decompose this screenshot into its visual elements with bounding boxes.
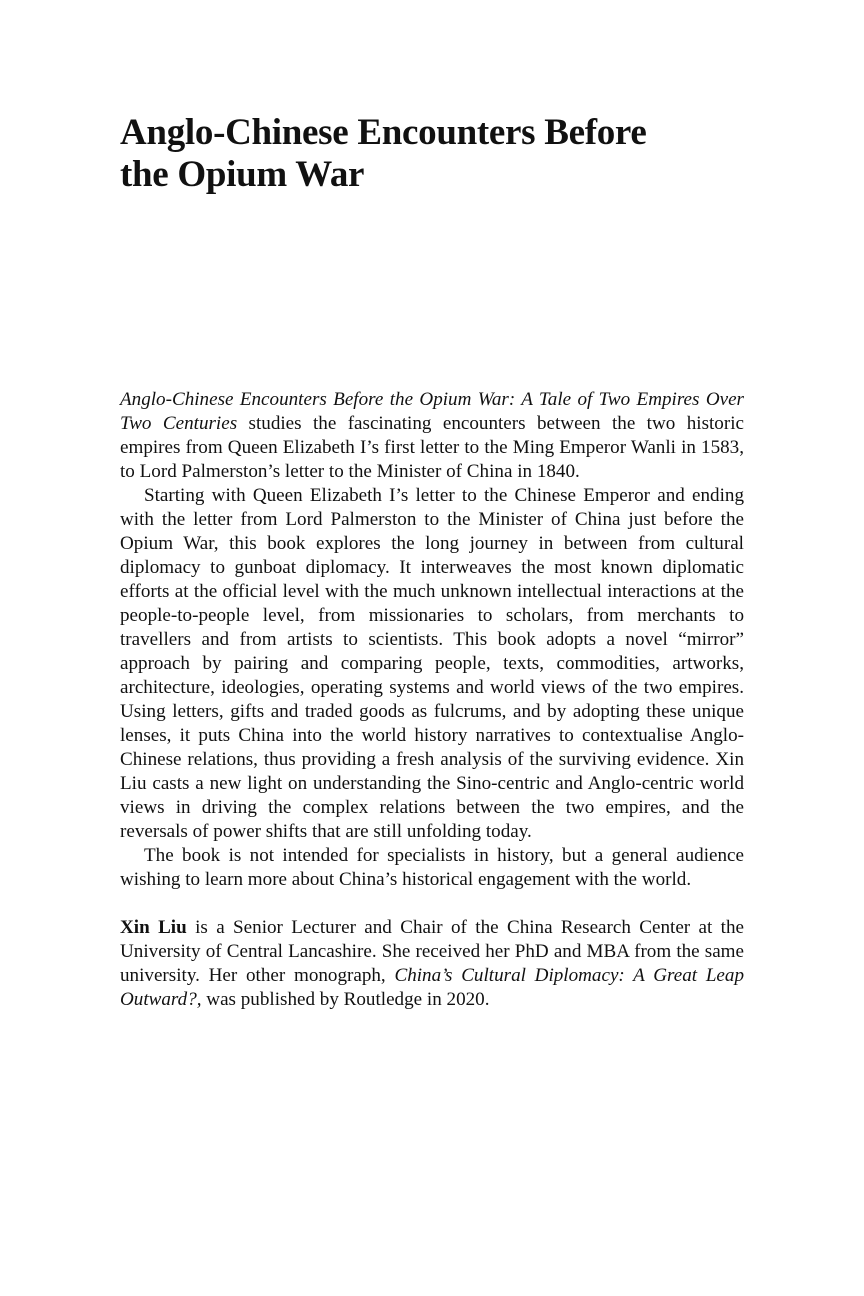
author-bio-text-2: was published by Routledge in 2020. — [201, 989, 490, 1010]
description-paragraph-2: Starting with Queen Elizabeth I’s letter to the Chinese Emperor and ending with the letter from Lord Palmerston to the Minister of China just before the Opium War, this book explores the long journey in between from cultural diplomacy to gunboat diplomacy. It interweaves the most known diplomatic efforts at the official level with the much unknown intellectual interactions at the people-to-people level, from missionaries to scholars, from merchants to travellers and from artists to scientists. This book adopts a novel “mirror” approach by pairing and comparing people, texts, commodities, artworks, architecture, ideologies, operating systems and world views of the two empires. Using letters, gifts and traded goods as fulcrums, and by adopting these unique lenses, it puts China into the world history narratives to contextualise Anglo-Chinese relations, thus providing a fresh analysis of the surviving evidence. Xin Liu casts a new light on understanding the Sino-centric and Anglo-centric world views in driving the complex relations between the two empires, and the reversals of power shifts that are still unfolding today. — [120, 485, 744, 842]
author-name: Xin Liu — [120, 917, 187, 938]
author-bio-text-1: is a Senior Lecturer and Chair of the China Research Center at the University of Central Lancashire. She received her PhD and MBA from the same university. Her other monograph, — [120, 917, 744, 986]
book-description — [120, 388, 744, 1012]
author-bio — [120, 916, 744, 1012]
description-paragraph-1 — [120, 388, 744, 484]
book-title-italic: Anglo-Chinese Encounters Before the Opium War: A Tale of Two Empires Over Two Centuries — [120, 389, 744, 434]
description-paragraph-3: The book is not intended for specialists in history, but a general audience wishing to learn more about China’s historical engagement with the world. — [120, 845, 744, 890]
title-line-1: Anglo-Chinese Encounters Before — [120, 112, 647, 153]
other-monograph-title: China’s Cultural Diplomacy: A Great Leap Outward?, — [120, 965, 745, 1010]
description-text-1: studies the fascinating encounters between the two historic empires from Queen Elizabeth I’s first letter to the Ming Emperor Wanli in 1583, to Lord Palmerston’s letter to the Minister of China in 1840. — [120, 413, 744, 482]
page-title — [120, 112, 760, 196]
title-line-2: the Opium War — [120, 154, 365, 195]
